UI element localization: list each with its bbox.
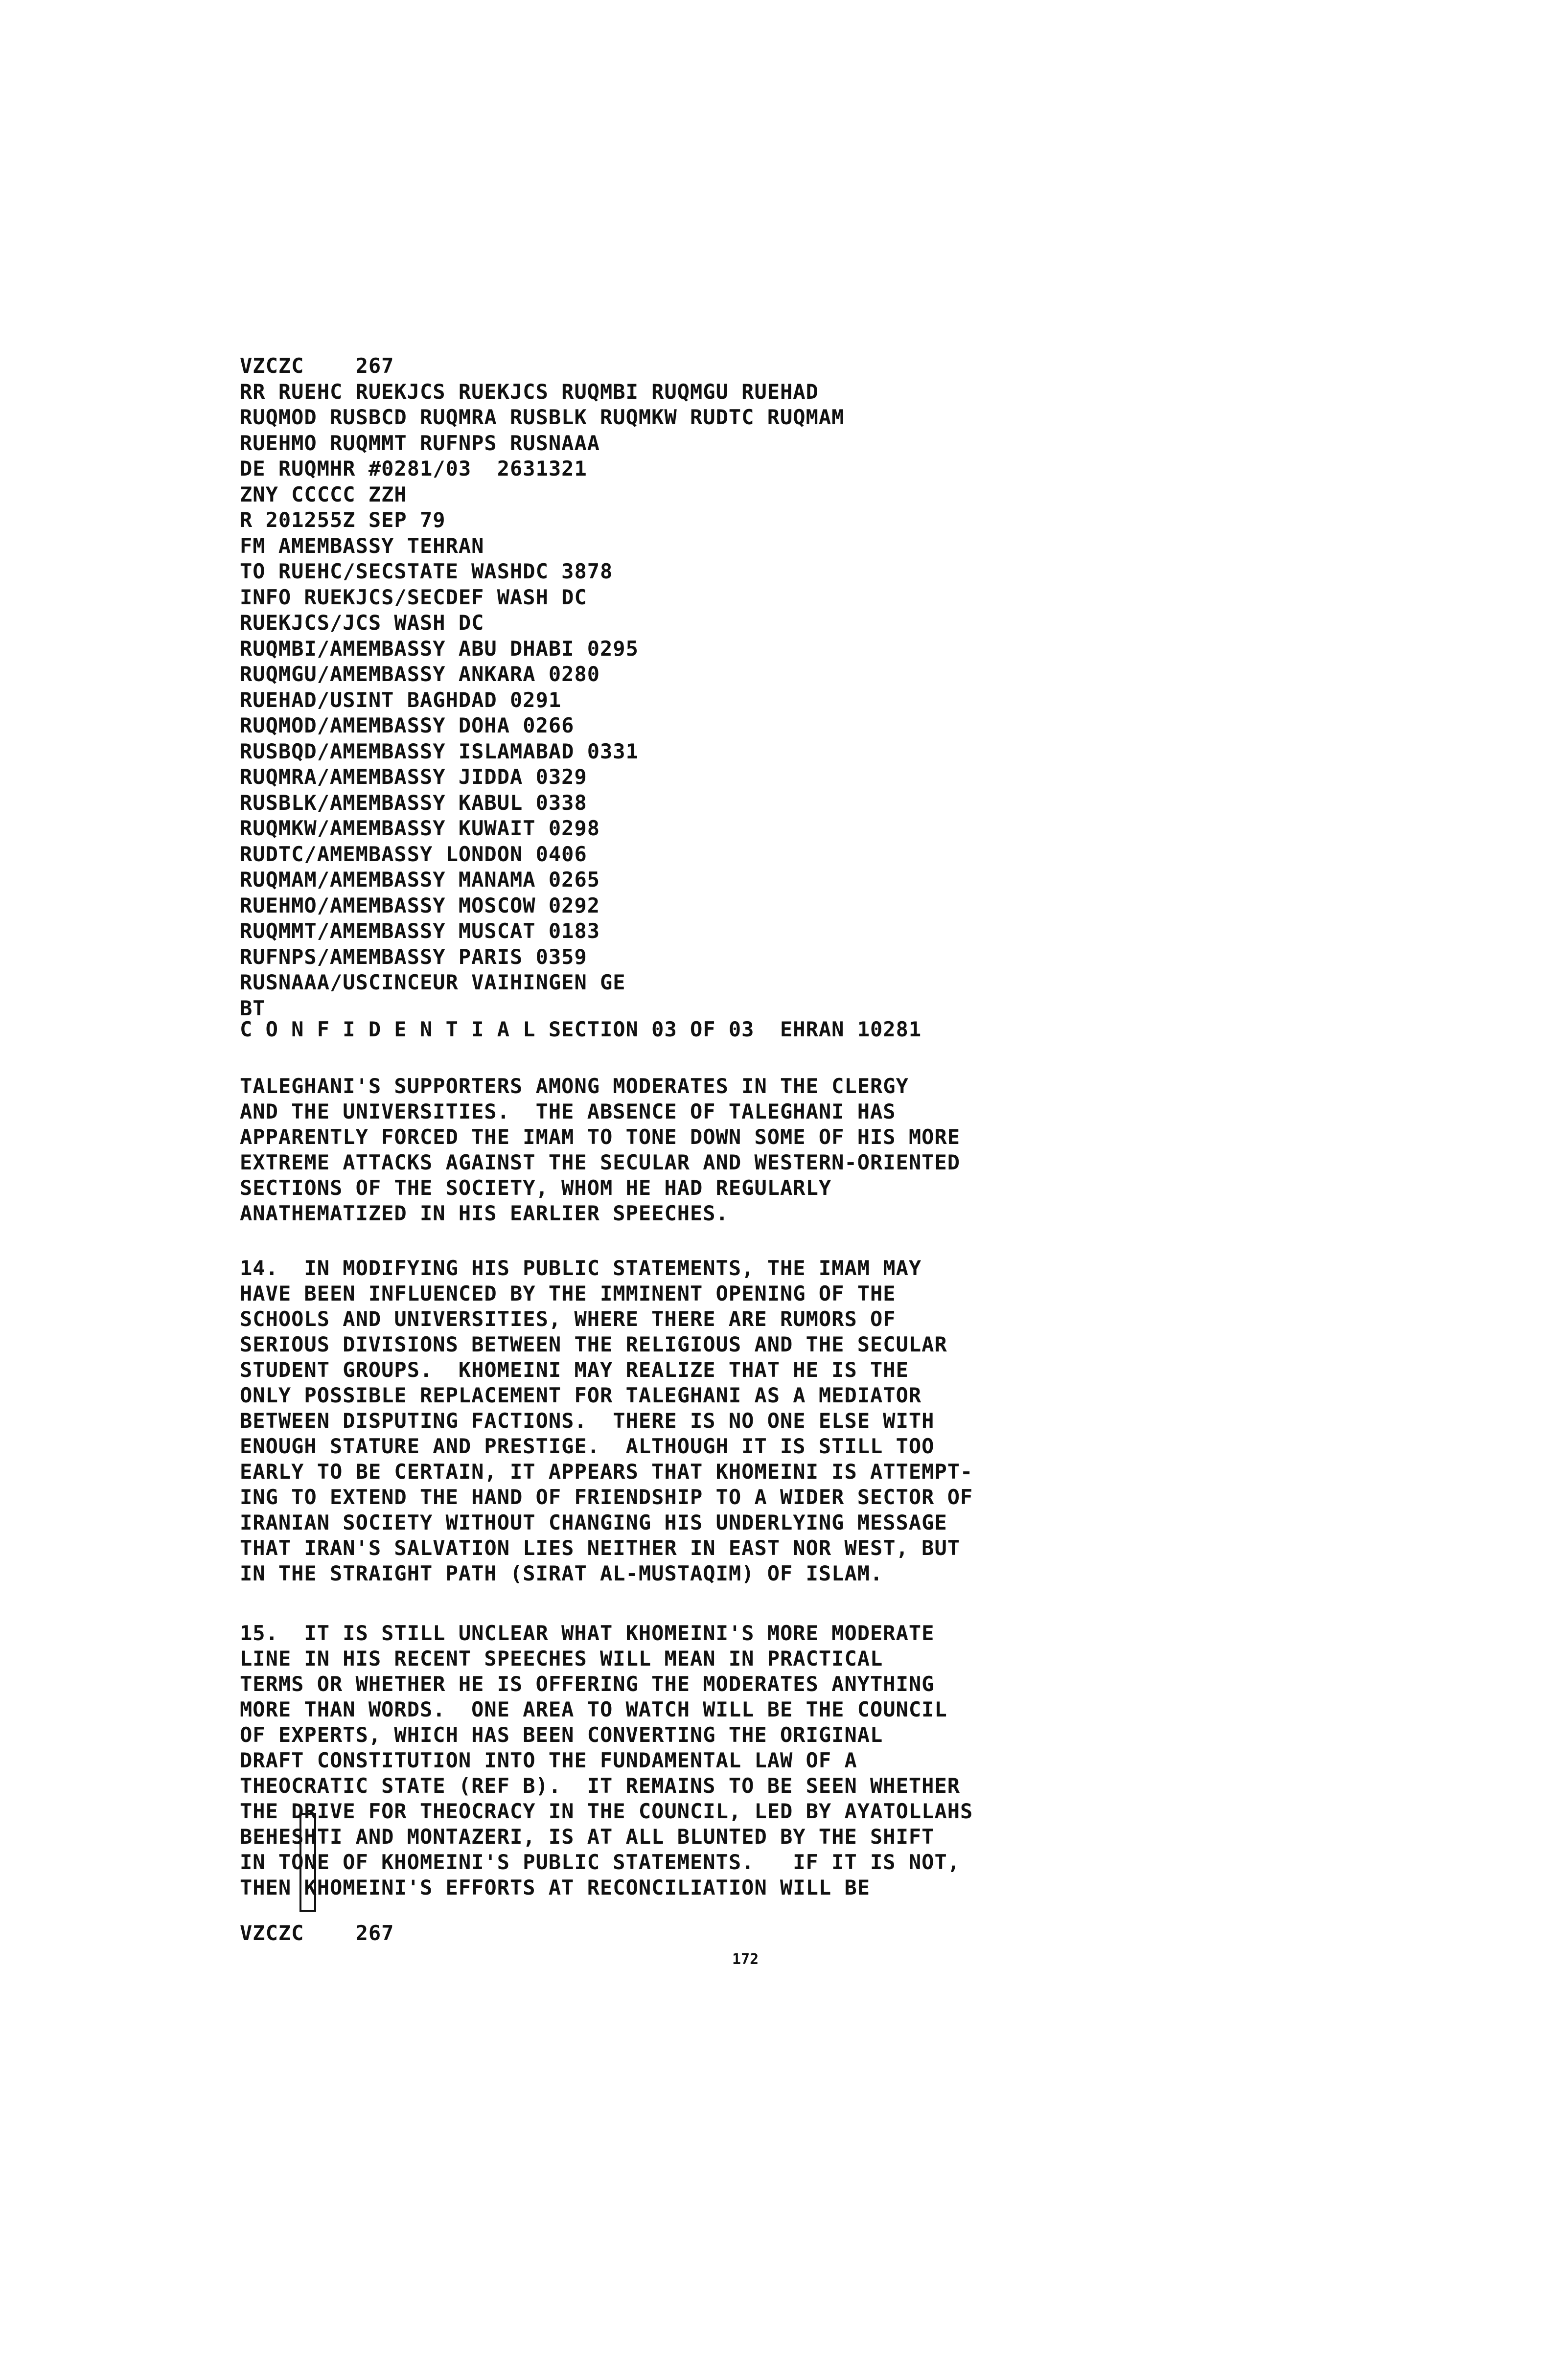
header-line: RR RUEHC RUEKJCS RUEKJCS RUQMBI RUQMGU RUEHAD [240,379,819,404]
text-line: THEN KHOMEINI'S EFFORTS AT RECONCILIATION WILL BE [240,1876,871,1899]
header-line: INFO RUEKJCS/SECDEF WASH DC [240,585,587,609]
header-line: RUEHMO RUQMMT RUFNPS RUSNAAA [240,431,600,455]
text-line: EARLY TO BE CERTAIN, IT APPEARS THAT KHOMEINI IS ATTEMPT- [240,1460,973,1484]
text-line: APPARENTLY FORCED THE IMAM TO TONE DOWN SOME OF HIS MORE [240,1125,961,1149]
text-line: SCHOOLS AND UNIVERSITIES, WHERE THERE ARE RUMORS OF [240,1307,896,1331]
header-line: RUQMGU/AMEMBASSY ANKARA 0280 [240,662,600,686]
text-line: HAVE BEEN INFLUENCED BY THE IMMINENT OPENING OF THE [240,1282,896,1305]
text-line: DRAFT CONSTITUTION INTO THE FUNDAMENTAL LAW OF A [240,1748,857,1772]
header-line: RUEHMO/AMEMBASSY MOSCOW 0292 [240,893,600,917]
header-line: BT [240,996,266,1020]
text-line: THAT IRAN'S SALVATION LIES NEITHER IN EAST NOR WEST, BUT [240,1536,961,1560]
redaction-bracket [299,1813,316,1912]
text-line: 15. IT IS STILL UNCLEAR WHAT KHOMEINI'S MORE MODERATE [240,1621,935,1645]
text-line: EXTREME ATTACKS AGAINST THE SECULAR AND WESTERN-ORIENTED [240,1150,961,1174]
text-line: SERIOUS DIVISIONS BETWEEN THE RELIGIOUS AND THE SECULAR [240,1332,947,1356]
header-line: RUEHAD/USINT BAGHDAD 0291 [240,687,562,712]
text-line: THEOCRATIC STATE (REF B). IT REMAINS TO BE SEEN WHETHER [240,1774,961,1798]
header-line: RUQMRA/AMEMBASSY JIDDA 0329 [240,765,587,789]
header-line: R 201255Z SEP 79 [240,508,446,532]
header-line: RUQMAM/AMEMBASSY MANAMA 0265 [240,868,600,892]
text-line: 14. IN MODIFYING HIS PUBLIC STATEMENTS, THE IMAM MAY [240,1256,922,1280]
text-line: ENOUGH STATURE AND PRESTIGE. ALTHOUGH IT IS STILL TOO [240,1434,935,1458]
text-line: SECTIONS OF THE SOCIETY, WHOM HE HAD REGULARLY [240,1176,832,1200]
header-line: RUEKJCS/JCS WASH DC [240,611,484,635]
header-line: RUQMKW/AMEMBASSY KUWAIT 0298 [240,816,600,840]
header-line: RUSNAAA/USCINCEUR VAIHINGEN GE [240,970,626,994]
paragraph-intro [240,1074,1414,1226]
header-line: TO RUEHC/SECSTATE WASHDC 3878 [240,559,613,583]
header-line: VZCZC 267 [240,354,394,378]
text-line: BEHESHTI AND MONTAZERI, IS AT ALL BLUNTED BY THE SHIFT [240,1825,935,1849]
header-line: RUSBLK/AMEMBASSY KABUL 0338 [240,790,587,815]
text-line: OF EXPERTS, WHICH HAS BEEN CONVERTING THE ORIGINAL [240,1723,883,1747]
text-line: ING TO EXTEND THE HAND OF FRIENDSHIP TO A WIDER SECTOR OF [240,1485,973,1509]
text-line: AND THE UNIVERSITIES. THE ABSENCE OF TALEGHANI HAS [240,1099,896,1123]
text-line: IN TONE OF KHOMEINI'S PUBLIC STATEMENTS. IF IT IS NOT, [240,1850,961,1874]
header-line: RUQMMT/AMEMBASSY MUSCAT 0183 [240,919,600,943]
paragraph-15 [240,1621,1414,1900]
text-line: THE DRIVE FOR THEOCRACY IN THE COUNCIL, LED BY AYATOLLAHS [240,1799,973,1823]
text-line: STUDENT GROUPS. KHOMEINI MAY REALIZE THAT HE IS THE [240,1358,909,1382]
header-line: RUFNPS/AMEMBASSY PARIS 0359 [240,944,587,969]
paragraph-14 [240,1256,1414,1586]
header-line: RUQMOD/AMEMBASSY DOHA 0266 [240,713,575,737]
text-line: ONLY POSSIBLE REPLACEMENT FOR TALEGHANI AS A MEDIATOR [240,1383,922,1407]
text-line: TERMS OR WHETHER HE IS OFFERING THE MODERATES ANYTHING [240,1672,935,1696]
header-line: RUQMBI/AMEMBASSY ABU DHABI 0295 [240,636,639,661]
text-line: TALEGHANI'S SUPPORTERS AMONG MODERATES IN THE CLERGY [240,1074,909,1098]
text-line: BETWEEN DISPUTING FACTIONS. THERE IS NO ONE ELSE WITH [240,1409,935,1433]
header-line: FM AMEMBASSY TEHRAN [240,533,484,558]
text-line: IRANIAN SOCIETY WITHOUT CHANGING HIS UNDERLYING MESSAGE [240,1510,947,1534]
text-line: IN THE STRAIGHT PATH (SIRAT AL-MUSTAQIM) OF ISLAM. [240,1561,883,1585]
text-line: MORE THAN WORDS. ONE AREA TO WATCH WILL BE THE COUNCIL [240,1697,947,1721]
header-line: RUDTC/AMEMBASSY LONDON 0406 [240,842,587,866]
page-number: 172 [732,1951,759,1968]
header-line: RUSBQD/AMEMBASSY ISLAMABAD 0331 [240,739,639,763]
header-line: DE RUQMHR #0281/03 2631321 [240,457,587,481]
cable-routing-header [240,353,1414,1021]
text-line: LINE IN HIS RECENT SPEECHES WILL MEAN IN PRACTICAL [240,1647,883,1671]
footer-tag: VZCZC 267 [240,1921,394,1945]
header-line: ZNY CCCCC ZZH [240,482,407,506]
header-line: RUQMOD RUSBCD RUQMRA RUSBLK RUQMKW RUDTC RUQMAM [240,405,845,429]
classification-line: C O N F I D E N T I A L SECTION 03 OF 03 EHRAN 10281 [240,1017,922,1041]
text-line: ANATHEMATIZED IN HIS EARLIER SPEECHES. [240,1201,729,1225]
